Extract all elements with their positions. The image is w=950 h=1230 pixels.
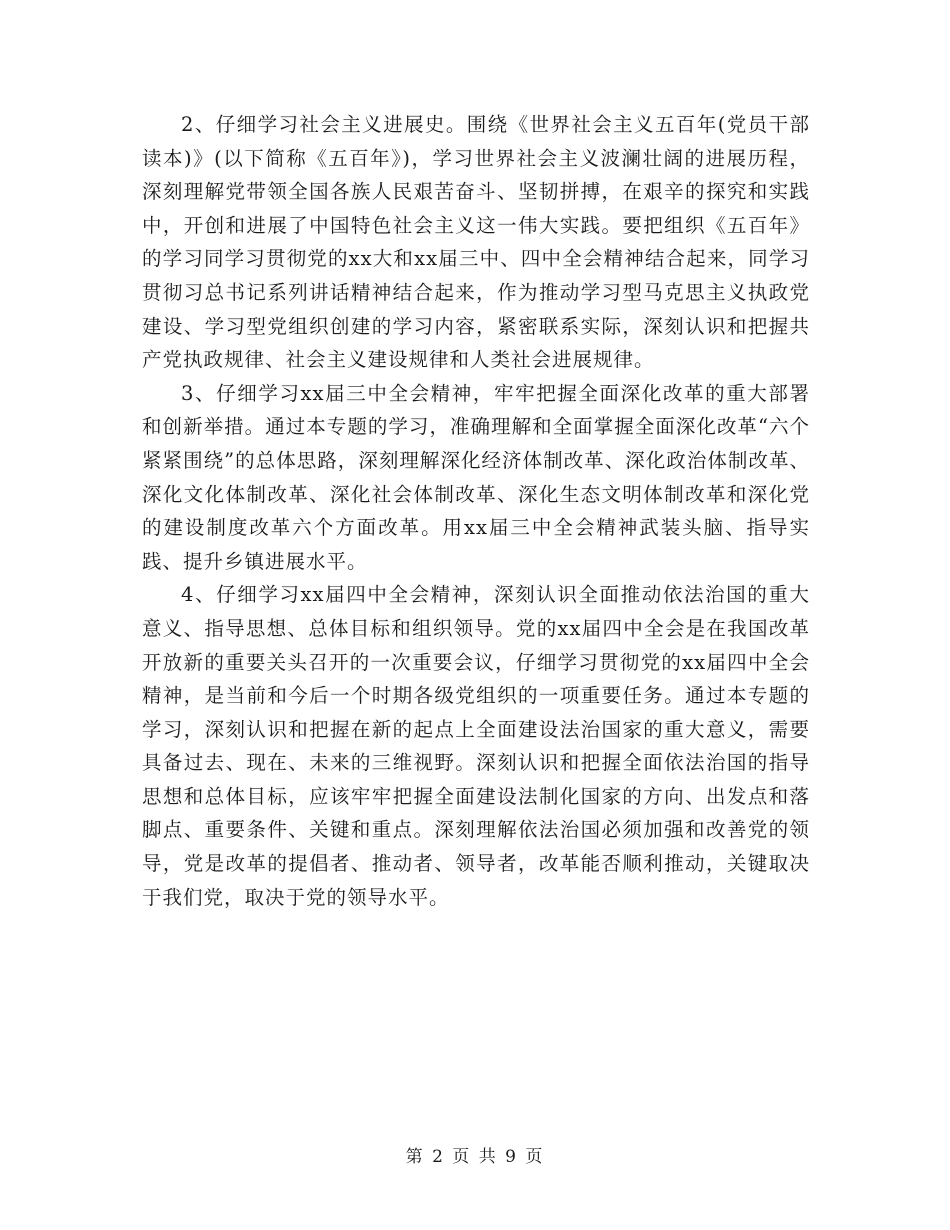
- paragraph-section-3: 3、仔细学习xx届三中全会精神，牢牢把握全面深化改革的重大部署和创新举措。通过本专题的学习，准确理解和全面掌握全面深化改革“六个紧紧围绕”的总体思路，深刻理解深化经济体制改革、深化政治体制改革、深化文化体制改革、深化社会体制改革、深化生态文明体制改革和深化党的建设制度改革六个方面改革。用xx届三中全会精神武装头脑、指导实践、提升乡镇进展水平。: [142, 381, 810, 573]
- document-body: [142, 108, 810, 914]
- paragraph-section-2: 2、仔细学习社会主义进展史。围绕《世界社会主义五百年(党员干部读本)》(以下简称《五百年》)，学习世界社会主义波澜壮阔的进展历程，深刻理解党带领全国各族人民艰苦奋斗、坚韧拼搏，在艰辛的探究和实践中，开创和进展了中国特色社会主义这一伟大实践。要把组织《五百年》的学习同学习贯彻党的xx大和xx届三中、四中全会精神结合起来，同学习贯彻习总书记系列讲话精神结合起来，作为推动学习型马克思主义执政党建设、学习型党组织创建的学习内容，紧密联系实际，深刻认识和把握共产党执政规律、社会主义建设规律和人类社会进展规律。: [142, 113, 810, 372]
- page-number-footer: 第 2 页 共 9 页: [405, 1147, 545, 1167]
- paragraph-section-4: 4、仔细学习xx届四中全会精神，深刻认识全面推动依法治国的重大意义、指导思想、总体目标和组织领导。党的xx届四中全会是在我国改革开放新的重要关头召开的一次重要会议，仔细学习贯彻党的xx届四中全会精神，是当前和今后一个时期各级党组织的一项重要任务。通过本专题的学习，深刻认识和把握在新的起点上全面建设法治国家的重大意义，需要具备过去、现在、未来的三维视野。深刻认识和把握全面依法治国的指导思想和总体目标，应该牢牢把握全面建设法制化国家的方向、出发点和落脚点、重要条件、关键和重点。深刻理解依法治国必须加强和改善党的领导，党是改革的提倡者、推动者、领导者，改革能否顺利推动，关键取决于我们党，取决于党的领导水平。: [142, 583, 810, 909]
